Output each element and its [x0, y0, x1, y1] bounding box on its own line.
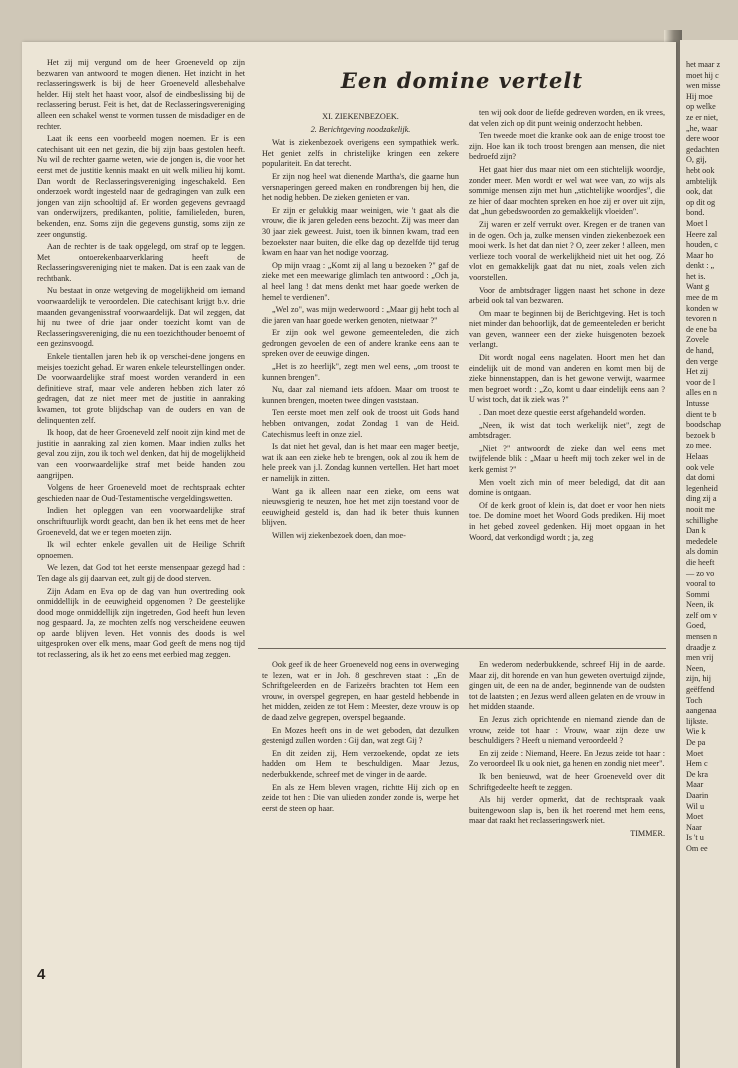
edge-text-fragment: ze er niet, [686, 112, 719, 122]
paragraph: Het zij mij vergund om de heer Groeneveld op zijn bezwaren van antwoord te mogen dienen. Het inzicht in het reclasseringswerk is bij de heer Groeneveld allesbehalve helder. Hij stelt het haast voor, alsof de eindbeslissing bij de reclassering berust. Feit is het, dat de Reclasseringsvereniging alleen een schakel wenst te vormen tussen de misdadiger en de rechter. [37, 58, 245, 131]
edge-text-fragment: boodschap [686, 420, 722, 430]
paragraph: „Het is zo heerlijk", zegt men wel eens, „om troost te kunnen brengen". [262, 362, 459, 382]
paragraph: En wederom nederbukkende, schreef Hij in de aarde. Maar zij, dit horende en van hun geweten overtuigd zijnde, gingen uit, de een na de ander, beginnende van de oudsten tot de laatsten ; en Jezus werd alleen gelaten en de vrouw in het midden staande. [469, 660, 665, 712]
edge-text-fragment: Wie k [686, 727, 706, 737]
edge-text-fragment: lijkste. [686, 716, 709, 726]
horizontal-divider [258, 648, 666, 649]
edge-text-fragment: Goed, [686, 621, 706, 631]
section-subheading: 2. Berichtgeving noodzakelijk. [310, 124, 411, 134]
article-title: Een domine vertelt [340, 68, 584, 93]
edge-text-fragment: dere woor [686, 134, 719, 144]
edge-text-fragment: „he, waar [686, 123, 718, 133]
edge-text-fragment: Zovele [686, 335, 709, 345]
paragraph: Nu bestaat in onze wetgeving de mogelijkheid om iemand voorwaardelijk te veroordelen. Die catechisant krijgt b.v. drie maanden gevangenisstraf voorwaardelijk. Dat wil zeggen, dat hij nu twee of drie jaar onder toezicht komt van de Reclasseringsvereniging, die nu een toezichthouder benoemt of een gezinsvoogd. [37, 286, 245, 349]
edge-text-fragment: den verge [686, 356, 718, 366]
edge-text-fragment: konden w [686, 303, 719, 313]
paragraph: „Wel zo", was mijn wederwoord : „Maar gij hebt toch al die jaren van haar goede werken genoten, nietwaar ?" [262, 305, 459, 325]
edge-text-fragment: De kra [686, 769, 709, 779]
author-signature: TIMMER. [630, 828, 665, 838]
paragraph: Indien het opleggen van een voorwaardelijke straf onschriftuurlijk wordt geacht, dan ben ik het eens met de heer Groeneveld, dat we er tegen moeten zijn. [37, 506, 245, 537]
edge-text-fragment: Heere zal [686, 229, 718, 239]
edge-text-fragment: Want g [686, 282, 710, 292]
paragraph: Ook geef ik de heer Groeneveld nog eens in overweging te lezen, wat er in Joh. 8 geschreven staat : „En de Schriftgeleerden en de Farizeërs brachten tot Hem een vrouw, in overspel gegrepen, en haar gesteld hebbende in het midden, zeiden ze tot Hem : Meester, deze vrouw is op de daad zelve gegrepen, overspel begaande. [262, 660, 459, 722]
edge-text-fragment: Moet [686, 812, 704, 822]
edge-text-fragment: Dan k [686, 526, 706, 536]
paragraph: Nu, daar zal niemand iets afdoen. Maar om troost te kunnen brengen, moeten twee dingen vaststaan. [262, 385, 459, 405]
edge-text-fragment: Maar ho [686, 250, 714, 260]
edge-text-fragment: Hem c [686, 759, 708, 769]
edge-text-fragment: nooit me [686, 504, 715, 514]
edge-text-fragment: denkt : „ [686, 261, 715, 271]
paragraph: Willen wij ziekenbezoek doen, dan moe- [272, 530, 406, 540]
paragraph: Om maar te beginnen bij de Berichtgeving. Het is toch niet minder dan behoorlijk, dat de gemeenteleden er bericht van geven, wanneer een der zieke huisgenoten bezoek verlangt. [469, 308, 665, 350]
paragraph: En dit zeiden zij, Hem verzoekende, opdat ze iets hadden om Hem te beschuldigen. Maar Jezus, nederbukkende, schreef met de vinger in de aarde. [262, 748, 459, 779]
edge-text-fragment: moet hij c [686, 70, 719, 80]
edge-text-fragment: ook vele [686, 462, 714, 472]
edge-text-fragment: de hand, [686, 346, 714, 356]
edge-text-fragment: gedachten [686, 144, 720, 154]
edge-text-fragment: vooral to [686, 579, 716, 589]
edge-text-fragment: voor de l [686, 377, 716, 387]
paragraph: Ik hoop, dat de heer Groeneveld zelf nooit zijn kind met de justitie in aanraking zal zien komen. Maar indien zulks het geval zou zijn, zou ik toch wel denken, dat hij de mogelijkheid van een voorwaardelijke straf met beide handen zou aangrijpen. [37, 428, 245, 480]
paragraph: Het gaat hier dus maar niet om een stichtelijk woordje, zonder meer. Men wordt er wel wat wee van, zo wijs als sommige mensen zijn met hun „stichtelijke woordjes", die ze hier of daar mochten spreken en hoe zij er over uit zijn, dat „hun gebedswoorden zo gemakkelijk vloeiden". [469, 164, 665, 217]
paragraph: . Dan moet deze questie eerst afgehandeld worden. [479, 408, 646, 418]
paragraph: Enkele tientallen jaren heb ik op verschei-dene jongens en meisjes toezicht gehad. Er waren enkele teleurstellingen onder. De voorwaardelijke straf moest worden veranderd in een definitieve straf, maar vele anderen hebben zich later zó gedragen, dat ze niet meer met de justitie in aanraking kwamen, tot grote blijdschap van de ouders en van de delinquenten zelf. [37, 352, 245, 425]
paragraph: We lezen, dat God tot het eerste mensenpaar gezegd had : Ten dage als gij daarvan eet, zult gij de dood sterven. [37, 563, 245, 583]
edge-text-fragment: alles en n [686, 388, 717, 398]
edge-text-fragment: de ene ba [686, 324, 717, 334]
edge-text-fragment: mee de m [686, 293, 718, 303]
edge-text-fragment: Naar [686, 822, 702, 832]
paragraph: Is dat niet het geval, dan is het maar een mager beetje, wat ik aan een zieke heb te brengen, ook al zou ik hem de hele preek van j.l. Zondag kunnen vertellen. Het hart moet er namelijk in zitten. [262, 442, 459, 483]
edge-text-fragment: ambtelijk [686, 176, 717, 186]
edge-text-fragment: ding zij a [686, 494, 717, 504]
edge-text-fragment: die heeft [686, 557, 715, 567]
paragraph: En zij zeide : Niemand, Heere. En Jezus zeide tot haar : Zo veroordeel Ik u ook niet, ga henen en zondig niet meer". [469, 748, 665, 769]
edge-text-fragment: mensen n [686, 632, 718, 642]
edge-text-fragment: men vrij [686, 653, 714, 663]
section-heading: XI. ZIEKENBEZOEK. [322, 112, 399, 121]
paragraph: En Jezus zich oprichtende en niemand ziende dan de vrouw, zeide tot haar : Vrouw, waar zijn deze uw beschuldigers ? Heeft u niemand veroordeeld ? [469, 714, 665, 746]
edge-text-fragment: zo mee. [686, 441, 712, 451]
paragraph: Wat is ziekenbezoek overigens een sympathiek werk. Het geniet zelfs in christelijke kringen een zekere populariteit. En dat terecht. [262, 138, 459, 169]
paragraph: Want ga ik alleen naar een zieke, om eens wat nieuwsgierig te neuzen, hoe het met zijn toestand voor de eeuwigheid gesteld is, dan had ik beter thuis kunnen blijven. [262, 486, 459, 528]
paragraph: Ten tweede moet die kranke ook aan de enige troost toe zijn. Hoe kan ik toch troost brengen aan mensen, die niet bedroefd zijn? [469, 131, 665, 162]
left-column [37, 58, 245, 663]
edge-text-fragment: De pa [686, 738, 706, 747]
edge-text-fragment: aangenaa [686, 706, 717, 716]
edge-text-fragment: mededele [686, 536, 718, 546]
edge-text-fragment: geëffend [686, 685, 715, 695]
right-top-column [469, 108, 665, 545]
paragraph: Voor de ambtsdrager liggen naast het schone in deze arbeid ook tal van bezwaren. [469, 285, 665, 306]
edge-text-fragment: dat domi [686, 473, 715, 483]
edge-text-fragment: Neen, ik [686, 600, 714, 610]
edge-text-fragment: het is. [686, 271, 706, 281]
paragraph: Ten eerste moet men zelf ook de troost uit Gods hand hebben ontvangen, zodat Zondag 1 van de Heid. Catechismus leeft in onze ziel. [262, 408, 459, 439]
edge-text-fragment: Om ee [686, 843, 708, 853]
paragraph: En Mozes heeft ons in de wet geboden, dat dezulken gestenigd zullen worden : Gij dan, wat zegt Gij ? [262, 725, 459, 746]
page-number: 4 [37, 966, 46, 983]
paragraph: Zijn Adam en Eva op de dag van hun overtreding ook onmiddellijk in de eeuwigheid opgenomen ? De geestelijke dood moge onmiddellijk zijn ingetreden, God heeft hun leven nog gespaard. Ja, ze mochten zelfs nog verscheidene eeuwen op aarde blijven leven. Het vonnis des doods is wel uitgesproken over elk mens, maar God geeft de mens nog tijd tot reclassering, als ik het zo eens met eerbied mag zeggen. [37, 586, 245, 660]
edge-text-fragment: op dit og [686, 197, 716, 207]
paragraph: Als hij verder opmerkt, dat de rechtspraak vaak buitengewoon slap is, ben ik het roerend met hem eens, maar dat raakt het reclasseringswerk niet. [469, 795, 665, 826]
edge-text-fragment: Toch [686, 695, 703, 705]
edge-text-fragment: als domin [686, 547, 719, 557]
edge-text-fragment: ook, dat [686, 187, 713, 197]
paragraph: En als ze Hem bleven vragen, richtte Hij zich op en zeide tot hen : Die van ulieden zonder zonde is, werpe het eerst de steen op haar. [262, 782, 459, 813]
edge-text-fragment: zijn, hij [686, 674, 712, 684]
edge-text-fragment: Hij moe [686, 91, 713, 101]
edge-text-fragment: Het zij [686, 367, 709, 377]
paragraph: „Neen, ik wist dat toch werkelijk niet", zegt de ambtsdrager. [469, 420, 665, 441]
paragraph: Er zijn er gelukkig maar weinigen, wie 't gaat als die vrouw, die ik jaren geleden eens bezocht. Zij was meer dan 30 jaar ziek geweest. Juist, toen ik binnen kwam, trad een bezoekster naar buiten, die elke dag op dezelfde tijd terug kwam en haar van het nodige voorzag. [262, 205, 459, 258]
edge-text-fragment: het maar z [686, 60, 721, 69]
edge-text-fragment: hebt ook [686, 165, 715, 175]
edge-text-fragment: schillighe [686, 515, 718, 525]
edge-text-fragment: draadje z [686, 642, 716, 652]
edge-text-fragment: houden, c [686, 240, 718, 250]
paragraph: Men voelt zich min of meer beledigd, dat dit aan domine is ontgaan. [469, 477, 665, 498]
paragraph: Aan de rechter is de taak opgelegd, om straf op te leggen. Met ontoerekenbaarverklaring heeft de Reclasseringsvereniging niet te maken. Dat is een zaak van de rechtbank. [37, 242, 245, 283]
middle-column [262, 108, 459, 544]
edge-text-fragment: Daarin [686, 790, 709, 800]
paragraph: Volgens de heer Groeneveld moet de rechtspraak echter geschieden naar de Oud-Testamentische vergeldingswetten. [37, 483, 245, 503]
edge-text-fragment: wen misse [686, 81, 721, 91]
edge-text-fragment: Is 't u [686, 833, 704, 843]
edge-text-fragment: Intusse [686, 399, 710, 408]
paragraph: ten wij ook door de liefde gedreven worden, en ik vrees, dat velen zich op dit punt weinig onderzocht hebben. [469, 108, 665, 128]
paragraph: Laat ik eens een voorbeeld mogen noemen. Er is een catechisant uit een net gezin, die bij zijn baas gestolen heeft. Nu wil de rechter gaarne weten, wie de jongen is, die voor het eerst met de justitie kennis maakt en uit welk milieu hij komt. Dan wordt de Reclasseringsvereniging ingeschakeld. Een onderzoek wordt ingesteld naar de gedragingen van zulk een jongen van zijn schooltijd af. Er worden gegevens gevraagd van onderwijzers, predikanten, politie, familieleden, buren, bekenden, enz. Soms zijn die gegevens gunstig, soms zijn ze zeer ongunstig. [37, 134, 245, 239]
edge-text-fragment: Wil u [686, 801, 705, 811]
edge-text-fragment: Neen, [686, 663, 706, 673]
edge-text-fragment: dient te b [686, 409, 717, 419]
paragraph: Ik ben benieuwd, wat de heer Groeneveld over dit Schriftgedeelte heeft te zeggen. [469, 771, 665, 792]
paragraph: Op mijn vraag : „Komt zij al lang u bezoeken ?" gaf de zieke met een meewarige glimlach ten antwoord : „Och ja, al heel lang ! dat mens denkt met haar goede werken de hemel te verdienen". [262, 260, 459, 302]
paragraph: Er zijn nog heel wat dienende Martha's, die gaarne hun versnaperingen gereed maken en rondbrengen bij hen, die het nodig hebben. De zieken genieten er van. [262, 171, 459, 203]
edge-text-fragment: Helaas [686, 451, 709, 461]
edge-text-fragment: bezoek b [686, 430, 716, 440]
edge-text-fragment: Sommi [686, 589, 710, 599]
paragraph: Zij waren er zelf verrukt over. Kregen er de tranen van in de ogen. Och ja, zulke mensen vinden ziekenbezoek een mooi werk. Is het dat dan niet ? O, zeer zeker ! alleen, men verlieze toch vooral de werkelijkheid niet uit het oog. Zó vlot en gemakkelijk gaat dat nu niet, zoals velen zich voorstellen. [469, 219, 665, 282]
edge-text-fragment: — zo vo [686, 568, 715, 578]
edge-text-fragment: Moet [686, 748, 704, 758]
edge-text-fragment: O, gij, [686, 155, 707, 165]
edge-text-fragment: zelf om v [686, 610, 717, 620]
paragraph: „Niet ?" antwoordt de zieke dan wel eens met twijfelende blik : „Maar u heeft mij toch zeker wel in de kerk gemist ?" [469, 443, 665, 474]
paragraph: Of de kerk groot of klein is, dat doet er voor hen niets toe. De domine moet het Woord Gods prediken. Hij moet in het gebed zoveel gedenken. Hij moet opgaan in het Woord, dat verkondigd wordt ; ja, zeg [469, 500, 665, 542]
paragraph: Er zijn ook wel gewone gemeenteleden, die zich gedrongen gevoelen de een of andere kranke eens aan te spreken over de eeuwige dingen. [262, 328, 459, 359]
bottom-middle-column [262, 660, 459, 816]
edge-text-fragment: Maar [686, 780, 704, 790]
edge-text-fragment: Moet l [686, 218, 708, 228]
edge-text-fragment: bond. [686, 208, 705, 218]
paragraph: Dit wordt nogal eens nagelaten. Hoort men het dan eindelijk uit de mond van anderen en komt men bij de zieke binnenstappen, dan is het gewone verwijt, waarmee men begroet wordt : „Zo, komt u daar eindelijk eens aan ? U wist toch, dat ik ziek was ?" [469, 353, 665, 405]
bottom-right-column [469, 660, 665, 842]
edge-text-fragment: op welke [686, 102, 716, 112]
adjacent-page-edge [680, 40, 738, 1068]
edge-text-fragment: tevoren n [686, 314, 717, 324]
edge-text-fragment: legenheid [686, 483, 718, 493]
paragraph: Ik wil echter enkele gevallen uit de Heilige Schrift opnoemen. [37, 540, 245, 560]
